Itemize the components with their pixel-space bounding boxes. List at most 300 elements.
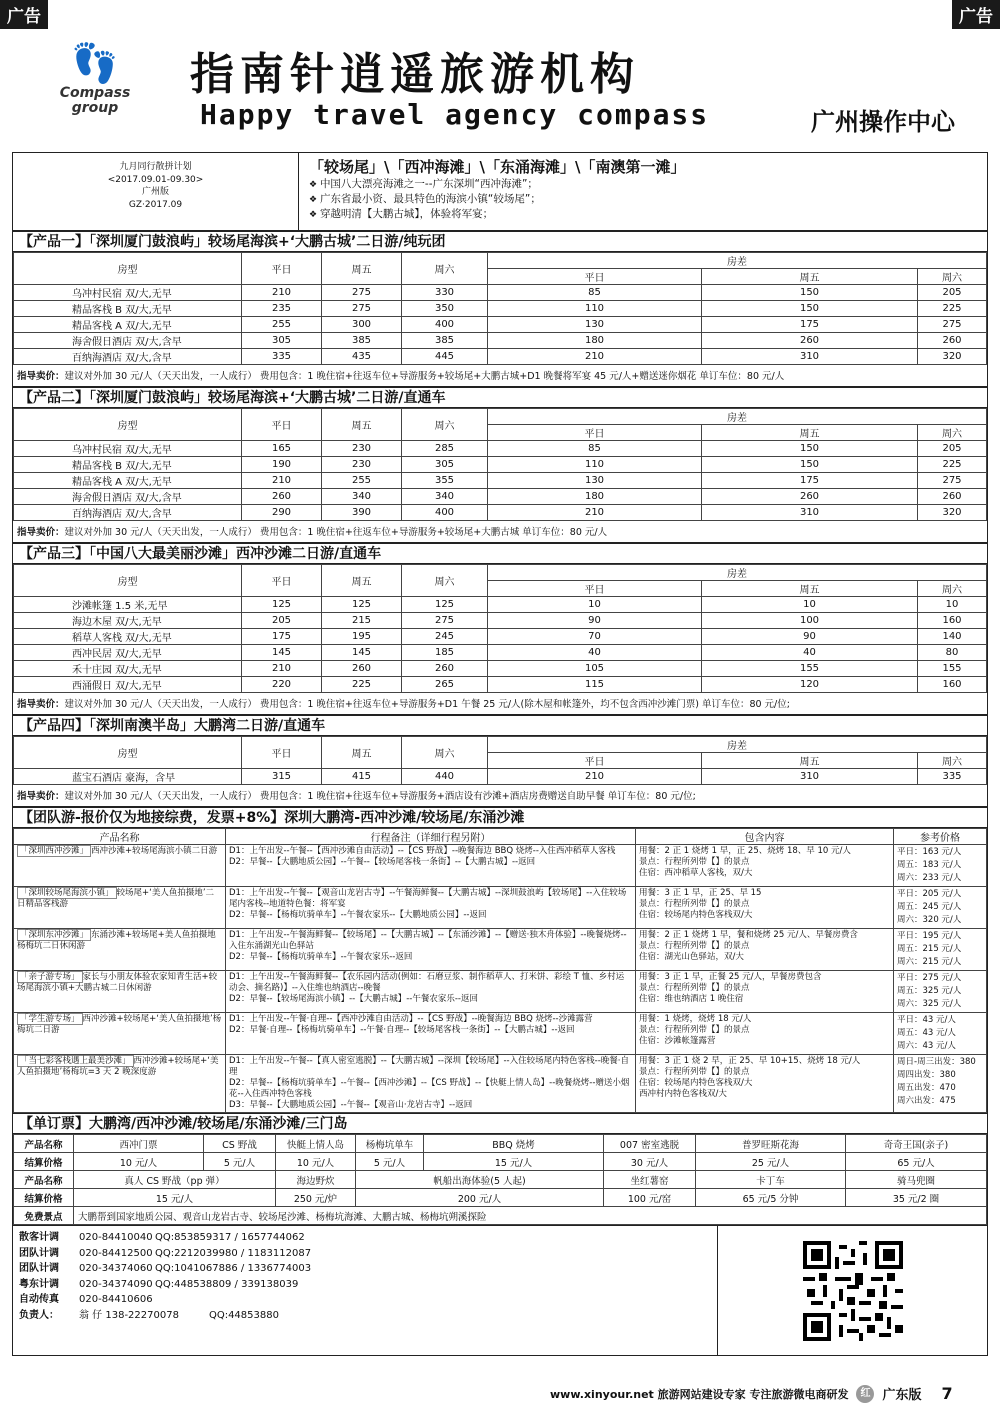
product-price-table <box>13 408 987 521</box>
red-circle-icon: 红 <box>856 1385 874 1403</box>
logo-text-2: group <box>71 100 119 116</box>
ticket-cell: 坐红薯窑 <box>604 1171 696 1189</box>
group-product-name <box>14 971 226 1013</box>
group-itinerary <box>226 887 636 929</box>
group-itinerary-line: D2：早餐--【杨梅坑骑单车】--午餐农家乐--【大鹏地质公园】--返回 <box>229 910 487 920</box>
free-attractions: 大鹏帮到国家地质公园、观音山龙岩古寺、较场尾沙滩、杨梅坑海滩、大鹏古城、杨梅坑朔溪探险 <box>74 1207 987 1225</box>
group-itinerary <box>226 971 636 1013</box>
col-diff-friday: 周五 <box>702 269 918 285</box>
col-diff-saturday: 周六 <box>918 581 987 597</box>
price-cell: 330 <box>402 285 488 301</box>
ticket-cell: 10 元/人 <box>276 1153 356 1171</box>
ticket-cell: 帆船出海体验(5 人起) <box>356 1171 604 1189</box>
free-label: 免费景点 <box>14 1207 74 1225</box>
price-row <box>14 489 987 505</box>
col-diff-weekday: 平日 <box>488 753 702 769</box>
price-cell: 275 <box>322 285 402 301</box>
contact-row <box>19 1230 711 1246</box>
room-name-cell: 乌冲村民宿 双/大,无早 <box>14 285 242 301</box>
ticket-cell: 15 元/人 <box>74 1189 276 1207</box>
col-room-type: 房型 <box>14 565 242 597</box>
price-cell: 210 <box>488 505 702 521</box>
product-note <box>13 785 987 807</box>
price-cell: 165 <box>242 441 322 457</box>
price-row <box>14 597 987 613</box>
price-cell: 320 <box>918 349 987 365</box>
group-prices-line: 周六：215 元/人 <box>897 957 962 967</box>
room-name-cell: 西冲民居 双/大,无早 <box>14 645 242 661</box>
product-title: 【产品三】「中国八大最美丽沙滩」西冲沙滩二日游/直通车 <box>13 543 987 564</box>
price-cell: 335 <box>242 349 322 365</box>
contact-role: 散客计调 <box>19 1232 59 1243</box>
contact-phone: 020-34374090 <box>79 1278 153 1290</box>
ticket-row-label: 产品名称 <box>14 1135 74 1153</box>
plan-title: 九月同行散拼计划 <box>119 162 192 172</box>
ticket-cell: 5 元/人 <box>356 1153 424 1171</box>
price-cell: 205 <box>918 441 987 457</box>
group-includes-line: 景点：行程所列带【】的景点 <box>639 857 750 867</box>
product-title: 【产品四】「深圳南澳半岛」大鹏湾二日游/直通车 <box>13 715 987 736</box>
page-number: 7 <box>941 1384 953 1403</box>
price-cell: 10 <box>702 597 918 613</box>
group-prices-line: 平日：163 元/人 <box>897 847 962 857</box>
price-cell: 10 <box>918 597 987 613</box>
price-cell: 355 <box>402 473 488 489</box>
col-saturday: 周六 <box>402 409 488 441</box>
ticket-cell: 250 元/炉 <box>276 1189 356 1207</box>
ticket-cell: 10 元/人 <box>74 1153 204 1171</box>
room-name-cell: 精品客栈 A 双/大,无早 <box>14 473 242 489</box>
group-includes-line: 景点：行程所列带【】的景点 <box>639 941 750 951</box>
group-itinerary <box>226 845 636 887</box>
price-cell: 260 <box>702 333 918 349</box>
price-sheet <box>12 152 988 1356</box>
group-tag: 「当七彩客栈遇上最美沙滩」 <box>17 1055 134 1067</box>
group-tour-table <box>13 828 987 1113</box>
group-itinerary-line: D2：早餐--【大鹏地质公园】--午餐--【较场尾客栈一条街】--【大鹏古城】--返回 <box>229 857 536 867</box>
col-room-diff: 房差 <box>488 253 987 269</box>
room-name-cell: 海舍假日酒店 双/大,含早 <box>14 333 242 349</box>
price-cell: 265 <box>402 677 488 693</box>
group-prices-line: 周日-周三出发：380 <box>897 1057 976 1067</box>
price-cell: 125 <box>322 597 402 613</box>
col-saturday: 周六 <box>402 737 488 769</box>
contact-role: 粤东计调 <box>19 1278 59 1290</box>
ticket-cell: 普罗旺斯花海 <box>696 1135 846 1153</box>
group-name: 西冲沙滩+较场尾+‘美人鱼拍摄地’杨梅坑二日游 <box>17 1014 222 1035</box>
group-row <box>14 887 987 929</box>
price-cell: 315 <box>242 769 322 785</box>
col-friday: 周五 <box>322 253 402 285</box>
price-row <box>14 661 987 677</box>
price-cell: 140 <box>918 629 987 645</box>
price-cell: 310 <box>702 505 918 521</box>
price-cell: 275 <box>402 613 488 629</box>
price-cell: 400 <box>402 505 488 521</box>
ticket-cell: 杨梅坑单车 <box>356 1135 424 1153</box>
price-cell: 10 <box>488 597 702 613</box>
room-name-cell: 百纳海酒店 双/大,含早 <box>14 349 242 365</box>
col-weekday: 平日 <box>242 409 322 441</box>
group-includes-line: 住宿：湖光山色驿站，双/大 <box>639 952 744 962</box>
group-includes-line: 用餐：2 正 1 烧烤 1 早，正 25、烧烤 18、早 10 元/人 <box>639 846 851 856</box>
contact-row <box>19 1246 711 1262</box>
contact-qq: QQ:2212039980 / 1183112087 <box>155 1247 312 1259</box>
ticket-cell: 5 元/人 <box>204 1153 276 1171</box>
group-product-name <box>14 929 226 971</box>
product-price-table <box>13 252 987 365</box>
ticket-cell: 15 元/人 <box>424 1153 604 1171</box>
ticket-cell: 快艇上情人岛 <box>276 1135 356 1153</box>
contact-qq: QQ:1041067886 / 1336774003 <box>155 1263 312 1274</box>
product-price-table <box>13 564 987 693</box>
contact-role: 团队计调 <box>19 1263 59 1274</box>
highlights <box>299 153 987 230</box>
group-prices-line: 周五：183 元/人 <box>897 860 962 870</box>
group-includes-line: 景点：行程所列带【】的景点 <box>639 1025 750 1035</box>
price-cell: 160 <box>918 677 987 693</box>
ad-label-left: 广告 <box>0 0 48 29</box>
group-includes-line: 西冲村内特色客栈双/大 <box>639 1089 727 1099</box>
group-itinerary-line: D1：上午出发--午餐海鲜餐--【农乐园内活动(例如：石磨豆浆、制作稻草人、打米饼、彩绘 T 恤、乡村运动会、摘名路)】--入住维也纳酒店--晚餐 <box>229 972 625 993</box>
intro-block <box>13 153 987 231</box>
plan-dates: <2017.09.01-09.30> <box>107 174 204 185</box>
contact-phone: 020-34374060 <box>79 1263 153 1274</box>
group-itinerary-line: D2：早餐--【杨梅坑骑单车】--午餐--【西冲沙滩】--【CS 野战】--【快艇上情人岛】--晚餐烧烤--赠送小烟花--入住西冲特色客栈 <box>229 1078 630 1099</box>
price-cell: 260 <box>322 661 402 677</box>
group-itinerary-line: D1：上午出发--午餐--【西冲沙滩自由活动】--【CS 野战】--晚餐海边 BBQ 烧烤--入住西冲稻草人客栈 <box>229 846 616 856</box>
room-name-cell: 精品客栈 B 双/大,无早 <box>14 301 242 317</box>
contact-qq: QQ:44853880 <box>208 1309 279 1321</box>
group-includes-line: 景点：行程所列带【】的景点 <box>639 899 750 909</box>
price-cell: 255 <box>322 473 402 489</box>
price-cell: 440 <box>402 769 488 785</box>
price-row <box>14 441 987 457</box>
price-row <box>14 613 987 629</box>
group-row <box>14 1055 987 1113</box>
group-col-header: 参考价格 <box>894 829 987 845</box>
contact-phone: 020-84412500 <box>79 1247 153 1259</box>
note-label: 指导卖价： <box>17 699 65 710</box>
price-cell: 145 <box>242 645 322 661</box>
price-cell: 85 <box>488 441 702 457</box>
product-title: 【产品一】「深圳厦门鼓浪屿」较场尾海滨+‘大鹏古城’二日游/纯玩团 <box>13 231 987 252</box>
price-cell: 300 <box>322 317 402 333</box>
col-room-type: 房型 <box>14 253 242 285</box>
group-prices-line: 周六：233 元/人 <box>897 873 962 883</box>
group-prices-line: 周五：325 元/人 <box>897 986 962 996</box>
price-cell: 320 <box>918 505 987 521</box>
col-diff-friday: 周五 <box>702 753 918 769</box>
ticket-cell: 骑马兜圈 <box>846 1171 987 1189</box>
ticket-cell: 卡丁车 <box>696 1171 846 1189</box>
group-includes-line: 住宿：较场尾内特色客栈双/大 <box>639 1078 753 1088</box>
plan-edition: 广州版 <box>141 187 169 197</box>
room-name-cell: 沙滩帐篷 1.5 米,无早 <box>14 597 242 613</box>
group-includes-line: 景点：行程所列带【】的景点 <box>639 983 750 993</box>
note-text: 建议对外加 30 元/人（天天出发，一人成行） 费用包含：1 晚住宿+往返车位+导游服务+较场尾+大鹏古城+D1 晚餐将军宴 45 元/人+赠送迷你烟花 单订车位：80 元/人 <box>64 371 785 382</box>
tickets-title: 【单订票】大鹏湾/西冲沙滩/较场尾/东涌沙滩/三门岛 <box>13 1113 987 1134</box>
group-prices <box>894 971 987 1013</box>
contacts-block <box>13 1225 987 1355</box>
price-cell: 155 <box>918 661 987 677</box>
group-prices <box>894 887 987 929</box>
highlight-item: ❖ 广东省最小资、最具特色的海滨小镇“较场尾”； <box>309 192 987 207</box>
ad-label-right: 广告 <box>952 0 1000 29</box>
price-row <box>14 645 987 661</box>
ticket-cell: 100 元/窑 <box>604 1189 696 1207</box>
col-diff-weekday: 平日 <box>488 425 702 441</box>
contact-role: 团队计调 <box>19 1247 59 1259</box>
price-cell: 70 <box>488 629 702 645</box>
price-cell: 305 <box>242 333 322 349</box>
group-includes-line: 用餐：1 烧烤，烧烤 18 元/人 <box>639 1014 752 1024</box>
price-row <box>14 317 987 333</box>
room-name-cell: 精品客栈 A 双/大,无早 <box>14 317 242 333</box>
price-cell: 150 <box>702 441 918 457</box>
note-label: 指导卖价： <box>17 527 65 538</box>
price-cell: 390 <box>322 505 402 521</box>
group-product-name <box>14 887 226 929</box>
note-text: 建议对外加 30 元/人（天天出发，一人成行） 费用包含：1 晚住宿+往返车位+导游服务+D1 午餐 25 元/人(除木屋和帐篷外，均不包含西冲沙滩门票) 单订车位：80 元/位; <box>64 699 790 710</box>
group-itinerary-line: D2：早餐·自理--【杨梅坑骑单车】--午餐·自理--【较场尾客栈一条街】--【大鹏古城】--返回 <box>229 1025 575 1035</box>
group-tag: 「亲子游专场」 <box>17 971 83 983</box>
price-cell: 210 <box>488 349 702 365</box>
col-weekday: 平日 <box>242 253 322 285</box>
price-cell: 155 <box>702 661 918 677</box>
room-name-cell: 百纳海酒店 双/大,含早 <box>14 505 242 521</box>
price-row <box>14 333 987 349</box>
group-prices-line: 平日：205 元/人 <box>897 889 962 899</box>
group-itinerary-line: D1：上午出发--午餐--【真人密室逃脱】--【大鹏古城】--深圳【较场尾】--入住较场尾内特色客栈--晚餐·自理 <box>229 1056 629 1077</box>
room-name-cell: 海边木屋 双/大,无早 <box>14 613 242 629</box>
page-footer <box>550 1384 990 1403</box>
price-cell: 385 <box>402 333 488 349</box>
price-cell: 125 <box>242 597 322 613</box>
ticket-row-label: 结算价格 <box>14 1189 74 1207</box>
col-friday: 周五 <box>322 409 402 441</box>
ticket-cell: 25 元/人 <box>696 1153 846 1171</box>
contact-row <box>19 1292 711 1308</box>
price-cell: 305 <box>402 457 488 473</box>
highlight-list <box>309 177 987 222</box>
col-saturday: 周六 <box>402 253 488 285</box>
col-weekday: 平日 <box>242 565 322 597</box>
col-diff-saturday: 周六 <box>918 753 987 769</box>
col-weekday: 平日 <box>242 737 322 769</box>
price-cell: 230 <box>322 441 402 457</box>
footer-edition: 广东版 <box>882 1388 922 1403</box>
group-tag: 「学生游专场」 <box>17 1013 83 1025</box>
ticket-row-label: 产品名称 <box>14 1171 74 1189</box>
group-itinerary-line: D1：上午出发--午餐海鲜餐--【较场尾】--【大鹏古城】--【东涌沙滩】--【赠送·独木舟体验】--晚餐烧烤--入住东涌湖光山色驿站 <box>229 930 627 951</box>
ticket-cell: 海边野炊 <box>276 1171 356 1189</box>
product-price-table <box>13 736 987 785</box>
contact-list <box>13 1226 717 1355</box>
room-name-cell: 西涌假日 双/大,无早 <box>14 677 242 693</box>
footer-site: www.xinyour.net 旅游网站建设专家 专注旅游微电商研发 <box>550 1387 849 1401</box>
group-prices-line: 平日：195 元/人 <box>897 931 962 941</box>
room-name-cell: 海舍假日酒店 双/大,含早 <box>14 489 242 505</box>
price-cell: 285 <box>402 441 488 457</box>
group-includes-line: 用餐：3 正 1 烧 2 早，正 25、早 10+15、烧烤 18 元/人 <box>639 1056 861 1066</box>
group-includes-line: 景点：行程所列带【】的景点 <box>639 1067 750 1077</box>
group-itinerary <box>226 1055 636 1113</box>
group-includes-line: 住宿：西冲稻草人客栈，双/大 <box>639 868 753 878</box>
price-cell: 175 <box>242 629 322 645</box>
contact-row <box>19 1261 711 1277</box>
group-prices-line: 周六：325 元/人 <box>897 999 962 1009</box>
price-cell: 210 <box>242 661 322 677</box>
note-label: 指导卖价： <box>17 791 65 802</box>
group-includes <box>636 1055 894 1113</box>
col-friday: 周五 <box>322 565 402 597</box>
note-text: 建议对外加 30 元/人（天天出发，一人成行） 费用包含：1 晚住宿+往返车位+导游服务+酒店设有沙滩+酒店房费赠送自助早餐 单订车位：80 元/位; <box>64 791 696 802</box>
price-cell: 230 <box>322 457 402 473</box>
price-cell: 220 <box>242 677 322 693</box>
price-cell: 400 <box>402 317 488 333</box>
price-cell: 110 <box>488 301 702 317</box>
group-prices-line: 周六出发：475 <box>897 1096 956 1106</box>
group-tag: 「深圳较场尾海滨小镇」 <box>17 887 117 899</box>
group-prices-line: 周五出发：470 <box>897 1083 956 1093</box>
group-prices-line: 周六：43 元/人 <box>897 1041 956 1051</box>
price-cell: 415 <box>322 769 402 785</box>
note-text: 建议对外加 30 元/人（天天出发，一人成行） 费用包含：1 晚住宿+往返车位+导游服务+较场尾+大鹏古城 单订车位：80 元/人 <box>64 527 608 538</box>
col-room-type: 房型 <box>14 737 242 769</box>
plan-info <box>13 153 299 230</box>
price-cell: 180 <box>488 333 702 349</box>
price-cell: 40 <box>702 645 918 661</box>
logo-text-1: Compass <box>59 85 131 101</box>
price-row <box>14 677 987 693</box>
group-prices-line: 周六：320 元/人 <box>897 915 962 925</box>
price-row <box>14 629 987 645</box>
group-name: 东涌沙滩+较场尾+美人鱼拍摄地杨梅坑二日休闲游 <box>17 930 216 951</box>
price-cell: 260 <box>702 489 918 505</box>
group-row <box>14 971 987 1013</box>
plan-code: GZ·2017.09 <box>128 199 183 210</box>
col-diff-saturday: 周六 <box>918 425 987 441</box>
group-prices <box>894 1055 987 1113</box>
group-tag: 「深圳东冲沙滩」 <box>17 929 91 941</box>
price-cell: 185 <box>402 645 488 661</box>
price-cell: 210 <box>242 285 322 301</box>
price-cell: 145 <box>322 645 402 661</box>
highlight-item: ❖ 中国八大漂亮海滩之一--广东深圳“西冲海滩”； <box>309 177 987 192</box>
col-friday: 周五 <box>322 737 402 769</box>
group-includes-line: 用餐：3 正 1 早，正餐 25 元/人，早餐房费包含 <box>639 972 822 982</box>
price-cell: 40 <box>488 645 702 661</box>
price-row <box>14 349 987 365</box>
room-name-cell: 乌冲村民宿 双/大,无早 <box>14 441 242 457</box>
price-cell: 100 <box>702 613 918 629</box>
price-cell: 245 <box>402 629 488 645</box>
col-diff-friday: 周五 <box>702 581 918 597</box>
col-diff-saturday: 周六 <box>918 269 987 285</box>
group-col-header: 产品名称 <box>14 829 226 845</box>
group-itinerary <box>226 1013 636 1055</box>
price-cell: 110 <box>488 457 702 473</box>
room-name-cell: 蓝宝石酒店 豪海，含早 <box>14 769 242 785</box>
group-product-name <box>14 1055 226 1113</box>
group-includes-line: 用餐：2 正 1 烧烤 1 早，餐和烧烤 25 元/人、早餐房费含 <box>639 930 858 940</box>
price-cell: 90 <box>702 629 918 645</box>
qr-code-icon[interactable] <box>803 1241 903 1341</box>
price-cell: 340 <box>322 489 402 505</box>
price-cell: 90 <box>488 613 702 629</box>
price-cell: 255 <box>242 317 322 333</box>
price-cell: 195 <box>322 629 402 645</box>
price-cell: 275 <box>918 473 987 489</box>
group-row <box>14 845 987 887</box>
contact-row <box>19 1277 711 1293</box>
ticket-cell: 200 元/人 <box>356 1189 604 1207</box>
contact-role: 负责人： <box>19 1309 59 1321</box>
ticket-cell: 西冲门票 <box>74 1135 204 1153</box>
price-cell: 435 <box>322 349 402 365</box>
price-cell: 150 <box>702 301 918 317</box>
price-cell: 120 <box>702 677 918 693</box>
brand-title-en: Happy travel agency compass <box>200 98 710 131</box>
products-container <box>13 231 987 807</box>
operation-center: 广州操作中心 <box>811 108 955 136</box>
price-cell: 150 <box>702 285 918 301</box>
ticket-cell: 007 密室逃脱 <box>604 1135 696 1153</box>
col-room-diff: 房差 <box>488 737 987 753</box>
ticket-cell: CS 野战 <box>204 1135 276 1153</box>
price-cell: 335 <box>918 769 987 785</box>
footprints-icon: 👣 <box>71 41 119 85</box>
ticket-cell: 35 元/2 圈 <box>846 1189 987 1207</box>
group-itinerary-line: D2：早餐--【较场尾海滨小镇】--【大鹏古城】--午餐农家乐--返回 <box>229 994 478 1004</box>
price-cell: 80 <box>918 645 987 661</box>
price-cell: 130 <box>488 317 702 333</box>
contact-phone: 020-84410606 <box>79 1294 153 1305</box>
group-prices <box>894 1013 987 1055</box>
group-prices <box>894 845 987 887</box>
group-includes <box>636 1013 894 1055</box>
room-name-cell: 精品客栈 B 双/大,无早 <box>14 457 242 473</box>
group-prices-line: 平日：43 元/人 <box>897 1015 956 1025</box>
price-cell: 225 <box>918 457 987 473</box>
contact-qq: QQ:853859317 / 1657744062 <box>155 1232 305 1243</box>
group-prices <box>894 929 987 971</box>
price-cell: 260 <box>402 661 488 677</box>
group-name: 西冲沙滩+较场尾+‘美人鱼拍摄地’杨梅坑=3 天 2 晚深度游 <box>17 1056 219 1077</box>
group-product-name <box>14 845 226 887</box>
price-cell: 205 <box>918 285 987 301</box>
price-cell: 210 <box>242 473 322 489</box>
price-cell: 260 <box>242 489 322 505</box>
price-cell: 310 <box>702 349 918 365</box>
price-cell: 125 <box>402 597 488 613</box>
price-row <box>14 457 987 473</box>
highlight-item: ❖ 穿越明清【大鹏古城】，体验将军宴； <box>309 207 987 222</box>
price-cell: 260 <box>918 333 987 349</box>
col-room-diff: 房差 <box>488 565 987 581</box>
group-row <box>14 929 987 971</box>
contact-phone: 020-84410040 <box>79 1232 153 1243</box>
tickets-table <box>13 1134 987 1225</box>
price-row <box>14 285 987 301</box>
price-cell: 350 <box>402 301 488 317</box>
product-note <box>13 521 987 543</box>
group-product-name <box>14 1013 226 1055</box>
price-cell: 340 <box>402 489 488 505</box>
group-col-header: 包含内容 <box>636 829 894 845</box>
col-saturday: 周六 <box>402 565 488 597</box>
